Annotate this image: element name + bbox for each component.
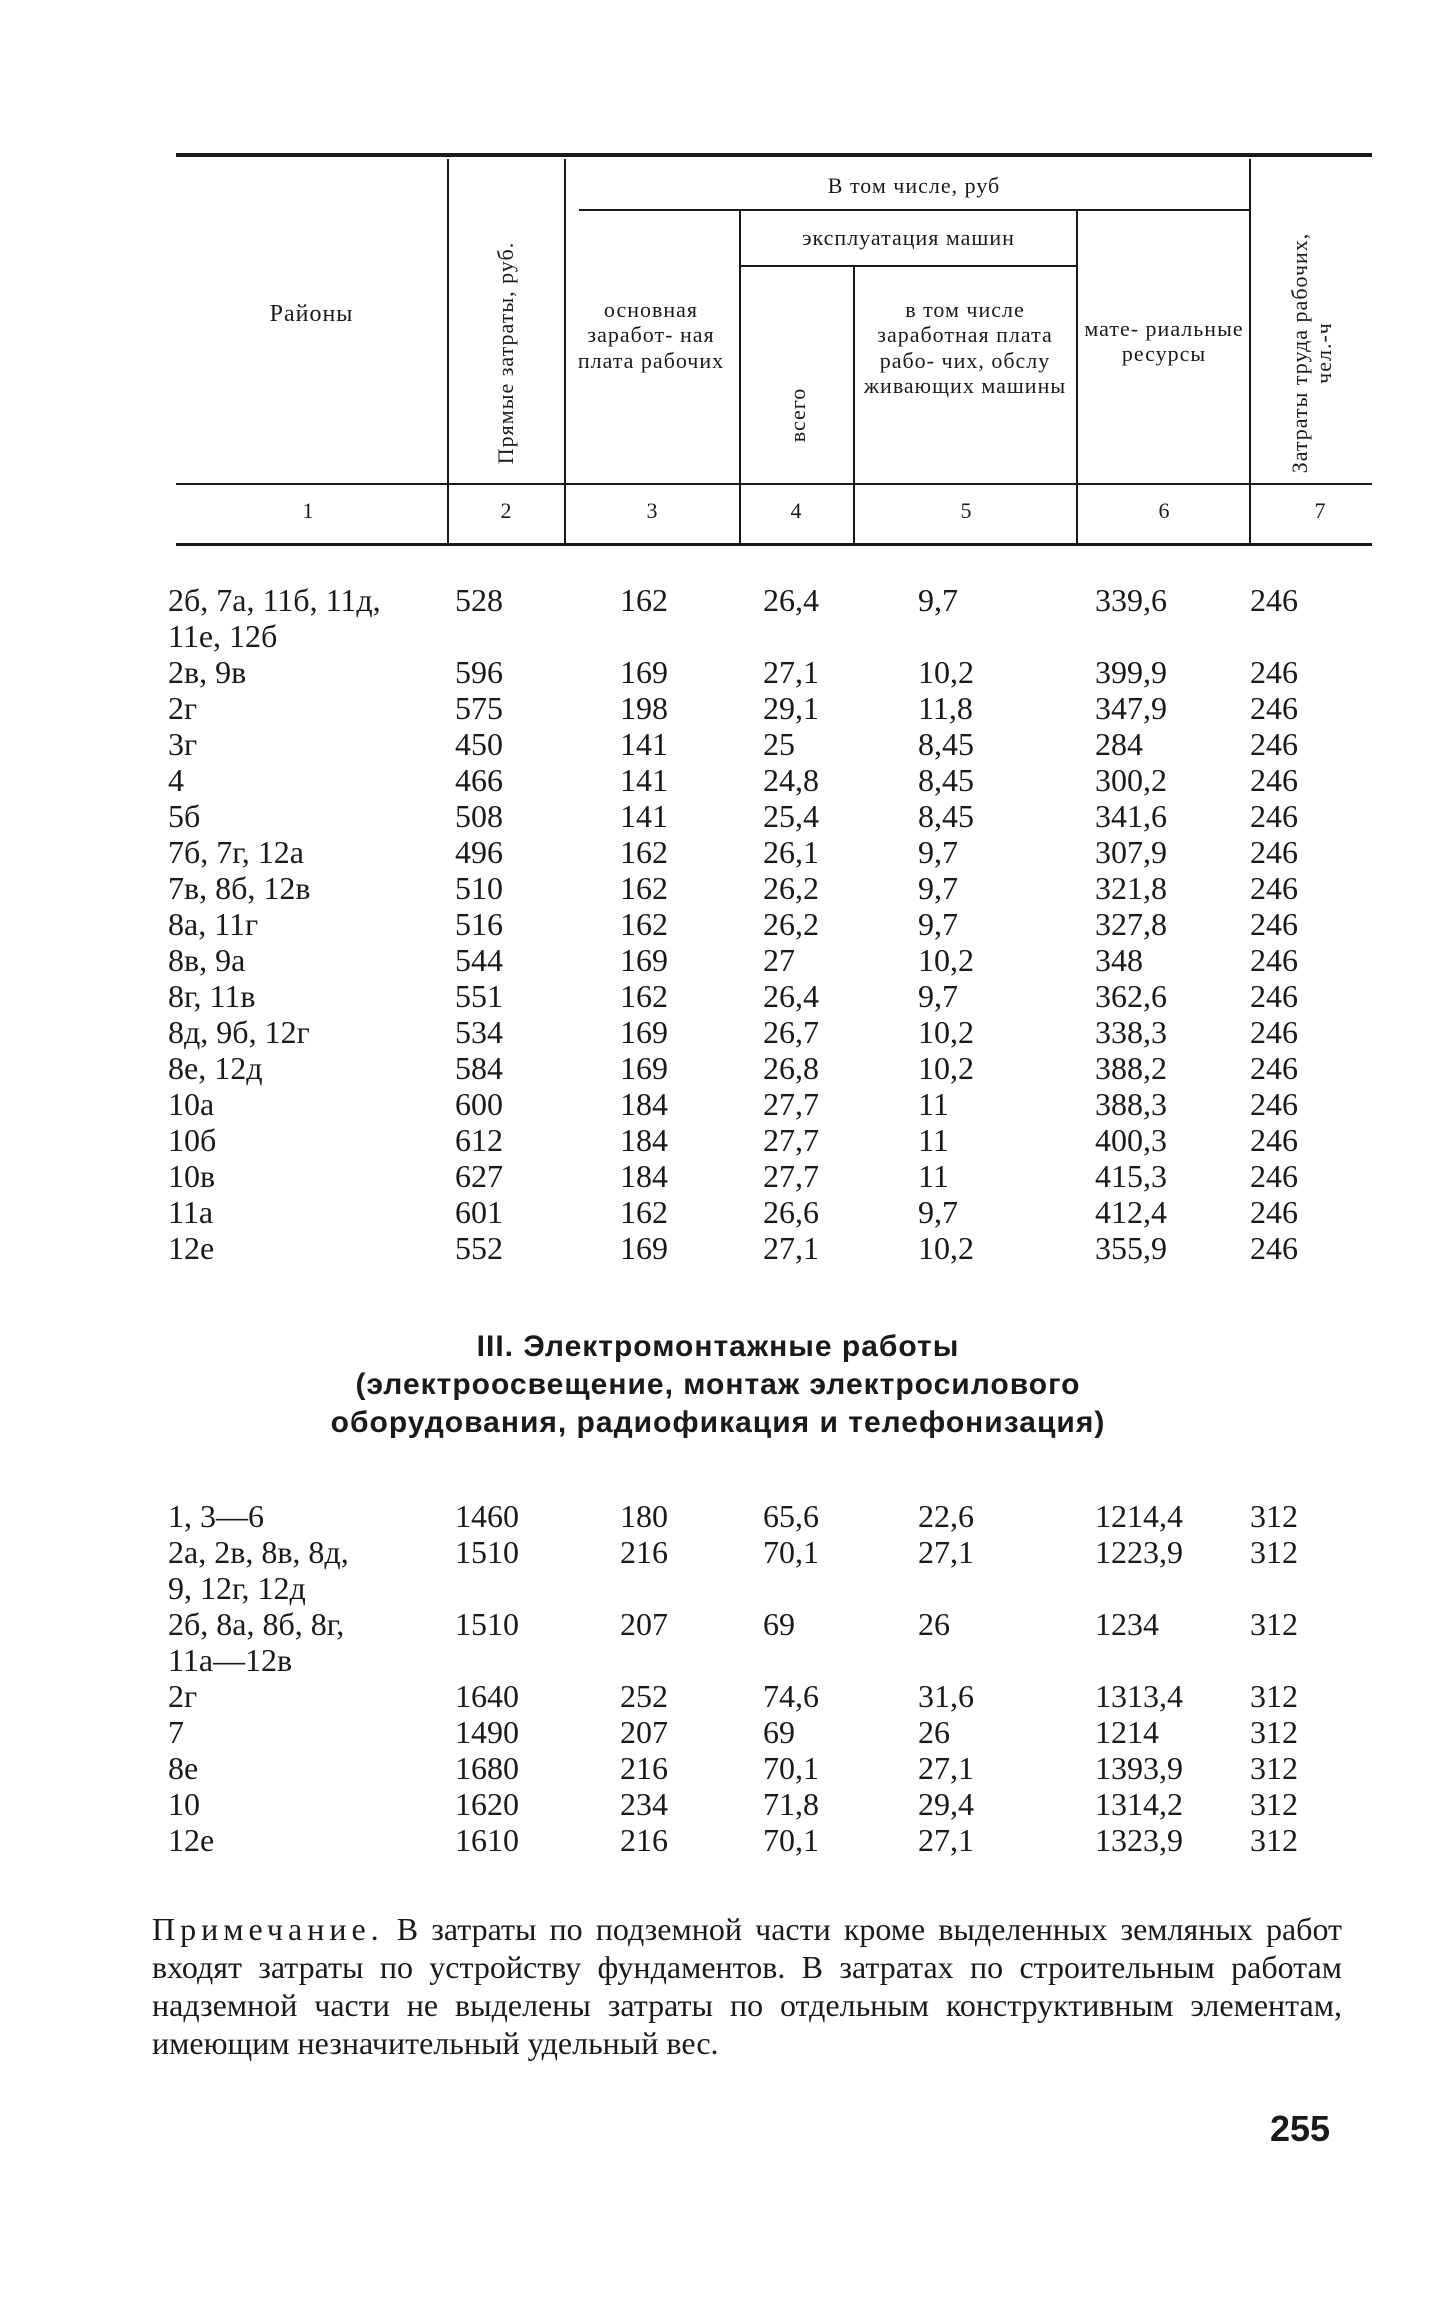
labor-cell: 246 [1250,1122,1298,1158]
region-cell: 2б, 7а, 11б, 11д, [168,582,381,618]
machine-wage-cell: 11 [918,1158,949,1194]
machine-wage-cell: 11,8 [918,690,973,726]
col-number-7: 7 [1314,498,1326,523]
region-cell: 1, 3—6 [168,1498,264,1534]
direct-cost-cell: 584 [455,1050,503,1086]
direct-cost-cell: 1510 [455,1606,519,1642]
labor-cell: 246 [1250,942,1298,978]
direct-cost-cell: 1680 [455,1750,519,1786]
region-cell: 10а [168,1086,215,1122]
labor-cell: 246 [1250,762,1298,798]
labor-cell: 246 [1250,582,1298,618]
direct-cost-cell: 510 [455,870,503,906]
machines-cell: 27 [763,942,795,978]
region-cell: 10б [168,1122,217,1158]
labor-cell: 312 [1250,1714,1298,1750]
table-row-continuation [0,618,1436,654]
table-row [0,582,1436,618]
direct-cost-cell: 534 [455,1014,503,1050]
direct-cost-cell: 508 [455,798,503,834]
machines-cell: 69 [763,1606,795,1642]
wage-cell: 141 [620,726,668,762]
wage-cell: 141 [620,798,668,834]
table-row [0,942,1436,978]
materials-cell: 347,9 [1095,690,1167,726]
wage-cell: 169 [620,1050,668,1086]
direct-cost-cell: 528 [455,582,503,618]
machine-wage-cell: 9,7 [918,978,958,1014]
machine-wage-cell: 27,1 [918,1534,974,1570]
table-row-continuation [0,1570,1436,1606]
materials-cell: 1313,4 [1095,1678,1183,1714]
section-title [0,1328,1436,1442]
region-cell: 5б [168,798,201,834]
table-row [0,726,1436,762]
table-row [0,834,1436,870]
direct-cost-cell: 612 [455,1122,503,1158]
region-cell: 8д, 9б, 12г [168,1014,310,1050]
col-number-6: 6 [1158,498,1170,523]
header-vrule-3 [739,211,741,543]
labor-cell: 246 [1250,978,1298,1014]
labor-cell: 246 [1250,1158,1298,1194]
table-row [0,1678,1436,1714]
materials-cell: 1234 [1095,1606,1159,1642]
labor-cell: 246 [1250,1194,1298,1230]
machine-wage-cell: 31,6 [918,1678,974,1714]
machines-cell: 27,7 [763,1158,819,1194]
region-cell: 7 [168,1714,184,1750]
region-cell: 2г [168,690,198,726]
labor-cell: 246 [1250,654,1298,690]
table-row [0,798,1436,834]
table-row [0,1230,1436,1266]
header-group-rule [579,209,1249,211]
wage-cell: 184 [620,1122,668,1158]
table-row [0,1014,1436,1050]
labor-cell: 312 [1250,1534,1298,1570]
materials-cell: 1214 [1095,1714,1159,1750]
direct-cost-cell: 575 [455,690,503,726]
direct-cost-cell: 1640 [455,1678,519,1714]
materials-cell: 1223,9 [1095,1534,1183,1570]
direct-cost-cell: 466 [455,762,503,798]
direct-cost-cell: 450 [455,726,503,762]
direct-cost-cell: 1490 [455,1714,519,1750]
materials-cell: 1214,4 [1095,1498,1183,1534]
col-number-1: 1 [302,498,314,523]
materials-cell: 388,2 [1095,1050,1167,1086]
materials-cell: 362,6 [1095,978,1167,1014]
page-number: 255 [1270,2108,1331,2149]
machine-wage-cell: 26 [918,1714,950,1750]
region-cell: 4 [168,762,184,798]
region-cell: 7в, 8б, 12в [168,870,311,906]
wage-cell: 216 [620,1534,668,1570]
machine-wage-cell: 27,1 [918,1750,974,1786]
materials-cell: 1314,2 [1095,1786,1183,1822]
region-cell: 12е [168,1822,215,1858]
section-title-line2: (электроосвещение, монтаж электросилового [355,1368,1081,1401]
machines-cell: 65,6 [763,1498,819,1534]
header-col3-label: основная заработ- ная плата рабочих [577,297,725,373]
machine-wage-cell: 10,2 [918,1014,974,1050]
machines-cell: 27,7 [763,1122,819,1158]
header-exploitation-label: эксплуатация машин [802,225,1015,250]
table-row [0,1050,1436,1086]
region-cell: 12е [168,1230,215,1266]
table-row [0,1122,1436,1158]
table-row [0,1750,1436,1786]
region-cell: 9, 12г, 12д [168,1570,306,1606]
machines-cell: 24,8 [763,762,819,798]
header-col5-label: в том числе заработная плата рабо- чих, обслу живающих машины [863,297,1067,398]
labor-cell: 312 [1250,1750,1298,1786]
header-vrule-5 [1076,211,1078,543]
machine-wage-cell: 27,1 [918,1822,974,1858]
table-row [0,654,1436,690]
col-number-3: 3 [646,498,658,523]
machines-cell: 70,1 [763,1822,819,1858]
wage-cell: 184 [620,1086,668,1122]
materials-cell: 327,8 [1095,906,1167,942]
materials-cell: 339,6 [1095,582,1167,618]
labor-cell: 246 [1250,690,1298,726]
machines-cell: 70,1 [763,1534,819,1570]
machines-cell: 26,6 [763,1194,819,1230]
note-paragraph [152,1910,1342,2062]
labor-cell: 246 [1250,726,1298,762]
header-col1-label: Районы [269,301,354,327]
labor-cell: 246 [1250,1014,1298,1050]
region-cell: 2а, 2в, 8в, 8д, [168,1534,349,1570]
header-numbers-rule [176,543,1372,546]
table-row-continuation [0,1642,1436,1678]
table-row [0,1606,1436,1642]
machines-cell: 26,4 [763,582,819,618]
header-col7-label: Затраты труда рабочих, чел.-ч [1286,232,1336,474]
labor-cell: 246 [1250,870,1298,906]
header-vrule-4 [853,267,855,543]
region-cell: 11е, 12б [168,618,278,654]
wage-cell: 162 [620,978,668,1014]
region-cell: 8в, 9а [168,942,246,978]
labor-cell: 246 [1250,798,1298,834]
labor-cell: 312 [1250,1822,1298,1858]
wage-cell: 216 [620,1822,668,1858]
wage-cell: 207 [620,1606,668,1642]
table-row [0,1786,1436,1822]
wage-cell: 207 [620,1714,668,1750]
wage-cell: 252 [620,1678,668,1714]
materials-cell: 412,4 [1095,1194,1167,1230]
labor-cell: 246 [1250,834,1298,870]
table-row [0,762,1436,798]
note-text: В затраты по подземной части кроме выделенных земляных работ входят затраты по устройству фундаментов. В затратах по строительным работам надземной части не выделены затраты по отдельным конструктивным элементам, имеющим незначительный удельный вес. [152,1911,1343,2061]
machine-wage-cell: 9,7 [918,906,958,942]
direct-cost-cell: 1460 [455,1498,519,1534]
machines-cell: 27,7 [763,1086,819,1122]
materials-cell: 321,8 [1095,870,1167,906]
machines-cell: 26,8 [763,1050,819,1086]
machines-cell: 69 [763,1714,795,1750]
machine-wage-cell: 10,2 [918,1230,974,1266]
labor-cell: 312 [1250,1678,1298,1714]
materials-cell: 300,2 [1095,762,1167,798]
table-row [0,1194,1436,1230]
wage-cell: 216 [620,1750,668,1786]
materials-cell: 348 [1095,942,1143,978]
machines-cell: 29,1 [763,690,819,726]
wage-cell: 234 [620,1786,668,1822]
direct-cost-cell: 627 [455,1158,503,1194]
materials-cell: 400,3 [1095,1122,1167,1158]
region-cell: 2г [168,1678,198,1714]
machine-wage-cell: 10,2 [918,1050,974,1086]
labor-cell: 246 [1250,1050,1298,1086]
machine-wage-cell: 10,2 [918,654,974,690]
machine-wage-cell: 9,7 [918,1194,958,1230]
machines-cell: 27,1 [763,1230,819,1266]
region-cell: 10 [168,1786,200,1822]
materials-cell: 284 [1095,726,1143,762]
machine-wage-cell: 8,45 [918,762,974,798]
materials-cell: 355,9 [1095,1230,1167,1266]
region-cell: 8г, 11в [168,978,256,1014]
direct-cost-cell: 551 [455,978,503,1014]
materials-cell: 341,6 [1095,798,1167,834]
wage-cell: 162 [620,1194,668,1230]
header-group-label: В том числе, руб [827,173,1001,198]
direct-cost-cell: 596 [455,654,503,690]
direct-cost-cell: 544 [455,942,503,978]
header-vrule-1 [447,159,449,543]
wage-cell: 169 [620,654,668,690]
materials-cell: 307,9 [1095,834,1167,870]
table-row [0,978,1436,1014]
machines-cell: 27,1 [763,654,819,690]
machine-wage-cell: 26 [918,1606,950,1642]
machine-wage-cell: 11 [918,1086,949,1122]
region-cell: 8е, 12д [168,1050,263,1086]
direct-cost-cell: 1620 [455,1786,519,1822]
machine-wage-cell: 29,4 [918,1786,974,1822]
region-cell: 11а [168,1194,214,1230]
table-row [0,1086,1436,1122]
materials-cell: 415,3 [1095,1158,1167,1194]
machines-cell: 71,8 [763,1786,819,1822]
materials-cell: 399,9 [1095,654,1167,690]
direct-cost-cell: 496 [455,834,503,870]
wage-cell: 184 [620,1158,668,1194]
section-title-line3: оборудования, радиофикация и телефонизация) [330,1406,1106,1439]
col-number-5: 5 [960,498,972,523]
col-number-4: 4 [790,498,802,523]
direct-cost-cell: 600 [455,1086,503,1122]
machines-cell: 26,7 [763,1014,819,1050]
materials-cell: 338,3 [1095,1014,1167,1050]
region-cell: 8а, 11г [168,906,259,942]
region-cell: 11а—12в [168,1642,293,1678]
machine-wage-cell: 22,6 [918,1498,974,1534]
labor-cell: 246 [1250,1086,1298,1122]
machines-cell: 25,4 [763,798,819,834]
wage-cell: 141 [620,762,668,798]
region-cell: 3г [168,726,198,762]
direct-cost-cell: 552 [455,1230,503,1266]
wage-cell: 169 [620,1014,668,1050]
region-cell: 7б, 7г, 12а [168,834,304,870]
materials-cell: 1393,9 [1095,1750,1183,1786]
wage-cell: 162 [620,582,668,618]
region-cell: 10в [168,1158,216,1194]
region-cell: 2в, 9в [168,654,247,690]
labor-cell: 312 [1250,1498,1298,1534]
machines-cell: 26,1 [763,834,819,870]
table-row [0,1158,1436,1194]
machines-cell: 26,2 [763,870,819,906]
machines-cell: 70,1 [763,1750,819,1786]
wage-cell: 169 [620,942,668,978]
col-number-2: 2 [500,498,512,523]
machines-cell: 26,4 [763,978,819,1014]
header-exploitation-rule [739,265,1076,267]
machine-wage-cell: 8,45 [918,726,974,762]
note-label: Примечание. [152,1911,384,1947]
machine-wage-cell: 9,7 [918,834,958,870]
direct-cost-cell: 1510 [455,1534,519,1570]
wage-cell: 162 [620,834,668,870]
labor-cell: 246 [1250,906,1298,942]
region-cell: 2б, 8а, 8б, 8г, [168,1606,345,1642]
machine-wage-cell: 9,7 [918,870,958,906]
machines-cell: 74,6 [763,1678,819,1714]
machines-cell: 26,2 [763,906,819,942]
header-vrule-6 [1249,159,1251,543]
wage-cell: 198 [620,690,668,726]
labor-cell: 312 [1250,1606,1298,1642]
table-row [0,1534,1436,1570]
header-col6-label: мате- риальные ресурсы [1084,316,1244,367]
table-row [0,1714,1436,1750]
direct-cost-cell: 601 [455,1194,503,1230]
wage-cell: 162 [620,870,668,906]
machine-wage-cell: 9,7 [918,582,958,618]
wage-cell: 162 [620,906,668,942]
machine-wage-cell: 8,45 [918,798,974,834]
materials-cell: 1323,9 [1095,1822,1183,1858]
table-row [0,690,1436,726]
wage-cell: 169 [620,1230,668,1266]
region-cell: 8е [168,1750,199,1786]
machines-cell: 25 [763,726,795,762]
labor-cell: 312 [1250,1786,1298,1822]
machine-wage-cell: 10,2 [918,942,974,978]
table-row [0,1822,1436,1858]
direct-cost-cell: 516 [455,906,503,942]
machine-wage-cell: 11 [918,1122,949,1158]
labor-cell: 246 [1250,1230,1298,1266]
table-row [0,1498,1436,1534]
table-row [0,870,1436,906]
section-title-line1: III. Электромонтажные работы [476,1330,960,1363]
wage-cell: 180 [620,1498,668,1534]
header-col4-label: всего [784,387,810,443]
header-bottom-rule [176,483,1372,485]
header-top-rule [176,153,1372,157]
materials-cell: 388,3 [1095,1086,1167,1122]
header-col2-label: Прямые затраты, руб. [492,241,518,465]
direct-cost-cell: 1610 [455,1822,519,1858]
table-header [176,153,1372,545]
table-row [0,906,1436,942]
header-vrule-2 [564,159,566,543]
